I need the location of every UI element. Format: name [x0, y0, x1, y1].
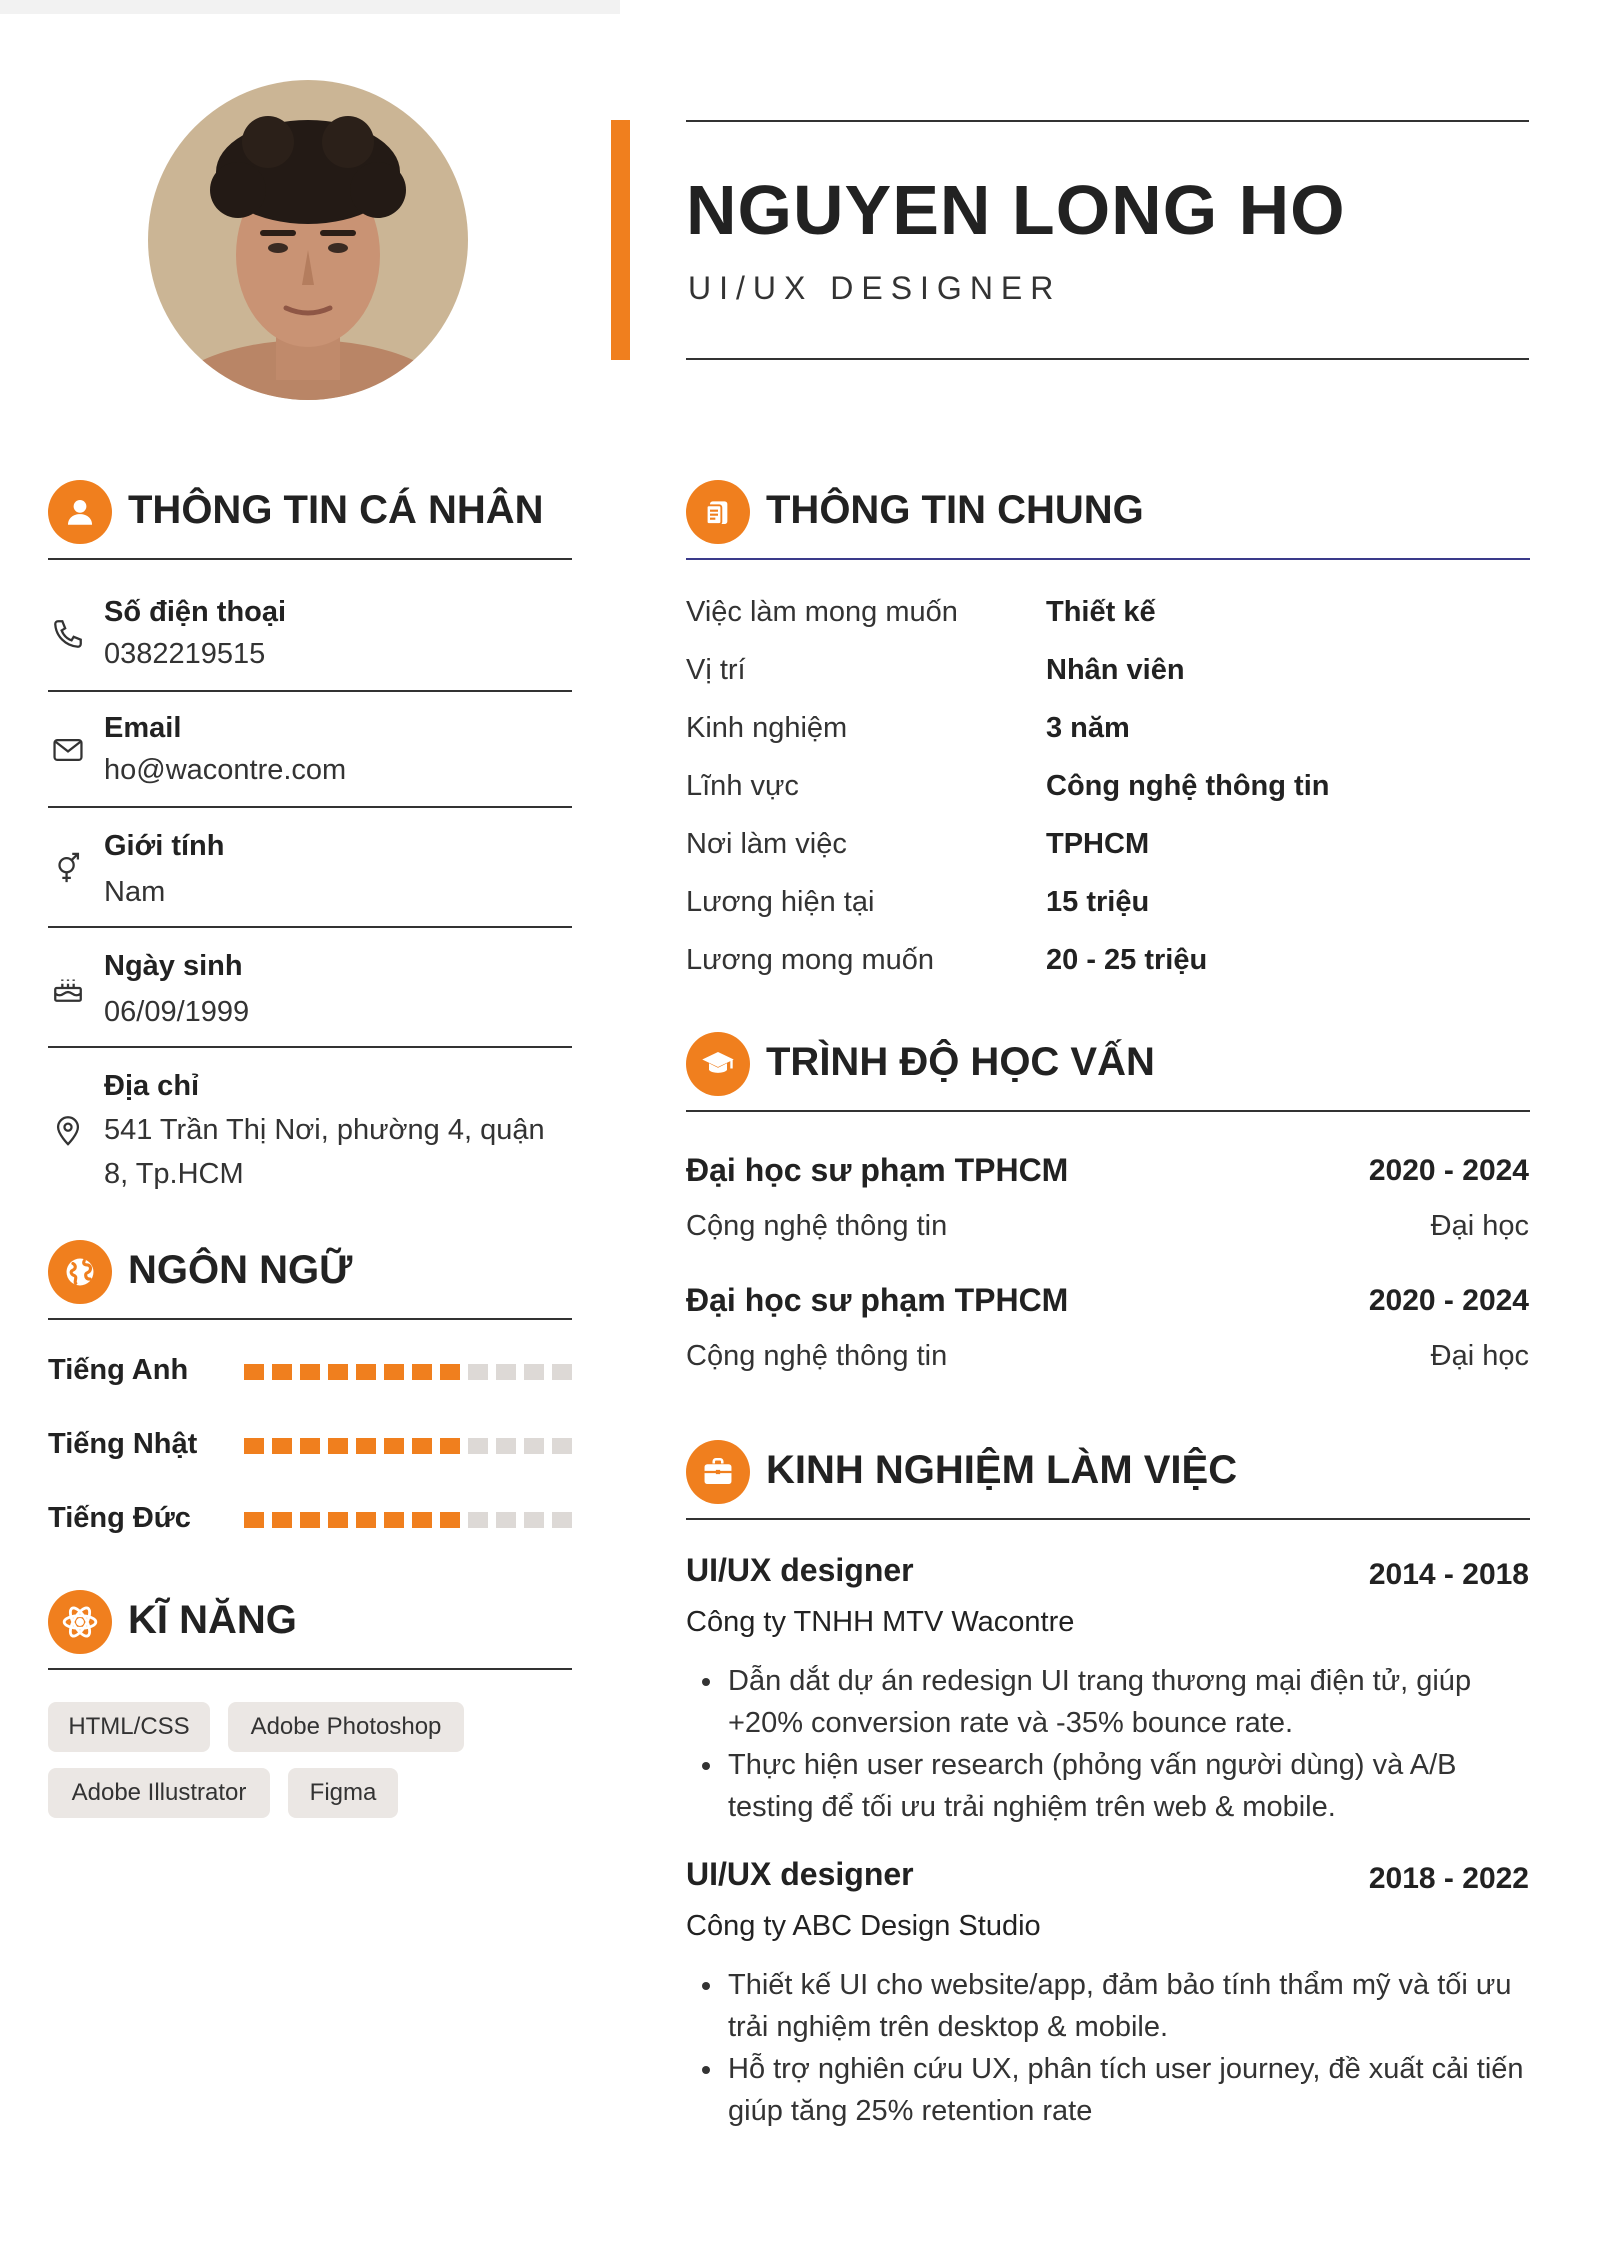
- level-dot-empty: [524, 1438, 544, 1454]
- level-dot-filled: [384, 1438, 404, 1454]
- level-dot-empty: [552, 1364, 572, 1380]
- atom-icon: [48, 1590, 112, 1654]
- level-dot-empty: [468, 1438, 488, 1454]
- gender-value: Nam: [104, 876, 166, 908]
- info-label: Lương hiện tại: [686, 886, 875, 918]
- level-dot-filled: [328, 1364, 348, 1380]
- gender-icon: [48, 848, 88, 888]
- level-dot-empty: [496, 1438, 516, 1454]
- phone-label: Số điện thoại: [104, 596, 287, 628]
- section-divider: [48, 558, 572, 560]
- info-value: TPHCM: [1046, 828, 1150, 860]
- info-label: Việc làm mong muốn: [686, 596, 958, 628]
- level-dot-filled: [300, 1512, 320, 1528]
- phone-value: 0382219515: [104, 638, 266, 670]
- personal-info-title: THÔNG TIN CÁ NHÂN: [128, 488, 544, 532]
- job-bullet-list: [700, 1964, 1530, 2132]
- section-divider: [48, 1668, 572, 1670]
- accent-bar: [611, 120, 630, 360]
- globe-icon: [48, 1240, 112, 1304]
- info-value: 3 năm: [1046, 712, 1130, 744]
- job-bullet: Thực hiện user research (phỏng vấn người dùng) và A/B testing để tối ưu trải nghiệm trên web & mobile.: [700, 1744, 1530, 1828]
- item-divider: [48, 926, 572, 928]
- job-company: Công ty TNHH MTV Wacontre: [686, 1606, 1075, 1638]
- languages-title: NGÔN NGỮ: [128, 1248, 353, 1292]
- skill-chip: HTML/CSS: [48, 1702, 210, 1752]
- info-label: Kinh nghiệm: [686, 712, 848, 744]
- level-dot-empty: [496, 1512, 516, 1528]
- section-divider: [48, 1318, 572, 1320]
- language-level-bar: [244, 1512, 572, 1528]
- level-dot-empty: [496, 1364, 516, 1380]
- level-dot-filled: [412, 1364, 432, 1380]
- skill-chip: Figma: [288, 1768, 398, 1818]
- skill-chip: Adobe Illustrator: [48, 1768, 270, 1818]
- top-bar: [0, 0, 620, 14]
- job-bullet-list: [700, 1660, 1530, 1828]
- job-years: 2014 - 2018: [1368, 1558, 1529, 1591]
- edu-school: Đại học sư phạm TPHCM: [686, 1282, 1069, 1318]
- education-title: TRÌNH ĐỘ HỌC VẤN: [766, 1040, 1155, 1084]
- job-title: UI/UX designer: [686, 1552, 914, 1588]
- person-name: NGUYEN LONG HO: [686, 171, 1346, 249]
- level-dot-filled: [384, 1364, 404, 1380]
- birthday-label: Ngày sinh: [104, 950, 243, 982]
- level-dot-filled: [300, 1364, 320, 1380]
- level-dot-empty: [524, 1512, 544, 1528]
- level-dot-filled: [272, 1364, 292, 1380]
- edu-degree: Đại học: [1430, 1210, 1529, 1242]
- level-dot-filled: [412, 1438, 432, 1454]
- item-divider: [48, 1046, 572, 1048]
- address-value: 541 Trần Thị Nơi, phường 4, quận 8, Tp.HCM: [104, 1114, 545, 1190]
- language-level-bar: [244, 1364, 572, 1380]
- birthday-value: 06/09/1999: [104, 996, 250, 1028]
- item-divider: [48, 806, 572, 808]
- job-years: 2018 - 2022: [1368, 1862, 1529, 1895]
- level-dot-empty: [468, 1512, 488, 1528]
- general-info-title: THÔNG TIN CHUNG: [766, 488, 1144, 532]
- level-dot-empty: [552, 1512, 572, 1528]
- level-dot-empty: [524, 1364, 544, 1380]
- level-dot-empty: [468, 1364, 488, 1380]
- section-divider: [686, 558, 1530, 560]
- location-pin-icon: [48, 1110, 88, 1150]
- briefcase-icon: [686, 1440, 750, 1504]
- job-company: Công ty ABC Design Studio: [686, 1910, 1041, 1942]
- level-dot-filled: [356, 1438, 376, 1454]
- section-divider: [686, 1110, 1530, 1112]
- info-label: Lương mong muốn: [686, 944, 935, 976]
- info-value: 20 - 25 triệu: [1046, 944, 1208, 976]
- cake-icon: [48, 968, 88, 1008]
- edu-degree: Đại học: [1430, 1340, 1529, 1372]
- edu-years: 2020 - 2024: [1368, 1154, 1529, 1187]
- mail-icon: [48, 730, 88, 770]
- level-dot-filled: [328, 1512, 348, 1528]
- info-label: Lĩnh vực: [686, 770, 799, 802]
- level-dot-filled: [272, 1438, 292, 1454]
- gender-label: Giới tính: [104, 830, 225, 862]
- info-value: Thiết kế: [1046, 596, 1156, 628]
- edu-major: Cộng nghệ thông tin: [686, 1340, 948, 1372]
- info-value: Nhân viên: [1046, 654, 1185, 686]
- person-role: UI/UX DESIGNER: [688, 270, 1062, 306]
- level-dot-filled: [244, 1364, 264, 1380]
- language-name: Tiếng Đức: [48, 1502, 191, 1534]
- job-bullet: Thiết kế UI cho website/app, đảm bảo tính thẩm mỹ và tối ưu trải nghiệm trên desktop & mobile.: [700, 1964, 1530, 2048]
- name-bottom-rule: [686, 358, 1529, 360]
- graduation-cap-icon: [686, 1032, 750, 1096]
- level-dot-filled: [356, 1512, 376, 1528]
- email-label: Email: [104, 712, 182, 744]
- job-bullet: Hỗ trợ nghiên cứu UX, phân tích user journey, đề xuất cải tiến giúp tăng 25% retention rate: [700, 2048, 1530, 2132]
- email-value: ho@wacontre.com: [104, 754, 347, 786]
- level-dot-filled: [384, 1512, 404, 1528]
- job-title: UI/UX designer: [686, 1856, 914, 1892]
- edu-major: Cộng nghệ thông tin: [686, 1210, 948, 1242]
- level-dot-filled: [244, 1438, 264, 1454]
- experience-title: KINH NGHIỆM LÀM VIỆC: [766, 1448, 1238, 1492]
- edu-school: Đại học sư phạm TPHCM: [686, 1152, 1069, 1188]
- language-name: Tiếng Anh: [48, 1354, 189, 1386]
- edu-years: 2020 - 2024: [1368, 1284, 1529, 1317]
- level-dot-filled: [272, 1512, 292, 1528]
- level-dot-empty: [552, 1438, 572, 1454]
- phone-icon: [48, 614, 88, 654]
- info-value: Công nghệ thông tin: [1046, 770, 1330, 802]
- level-dot-filled: [328, 1438, 348, 1454]
- job-bullet: Dẫn dắt dự án redesign UI trang thương mại điện tử, giúp +20% conversion rate và -35% bounce rate.: [700, 1660, 1530, 1744]
- level-dot-filled: [356, 1364, 376, 1380]
- language-level-bar: [244, 1438, 572, 1454]
- language-name: Tiếng Nhật: [48, 1428, 198, 1460]
- info-label: Nơi làm việc: [686, 828, 847, 860]
- user-icon: [48, 480, 112, 544]
- address-label: Địa chỉ: [104, 1070, 200, 1102]
- clipboard-icon: [686, 480, 750, 544]
- level-dot-filled: [440, 1512, 460, 1528]
- info-label: Vị trí: [686, 654, 746, 686]
- level-dot-filled: [412, 1512, 432, 1528]
- level-dot-filled: [300, 1438, 320, 1454]
- info-value: 15 triệu: [1046, 886, 1150, 918]
- level-dot-filled: [440, 1438, 460, 1454]
- section-divider: [686, 1518, 1530, 1520]
- skills-title: KĨ NĂNG: [128, 1598, 297, 1642]
- name-top-rule: [686, 120, 1529, 122]
- item-divider: [48, 690, 572, 692]
- skill-chip: Adobe Photoshop: [228, 1702, 464, 1752]
- level-dot-filled: [440, 1364, 460, 1380]
- avatar: [148, 80, 468, 400]
- level-dot-filled: [244, 1512, 264, 1528]
